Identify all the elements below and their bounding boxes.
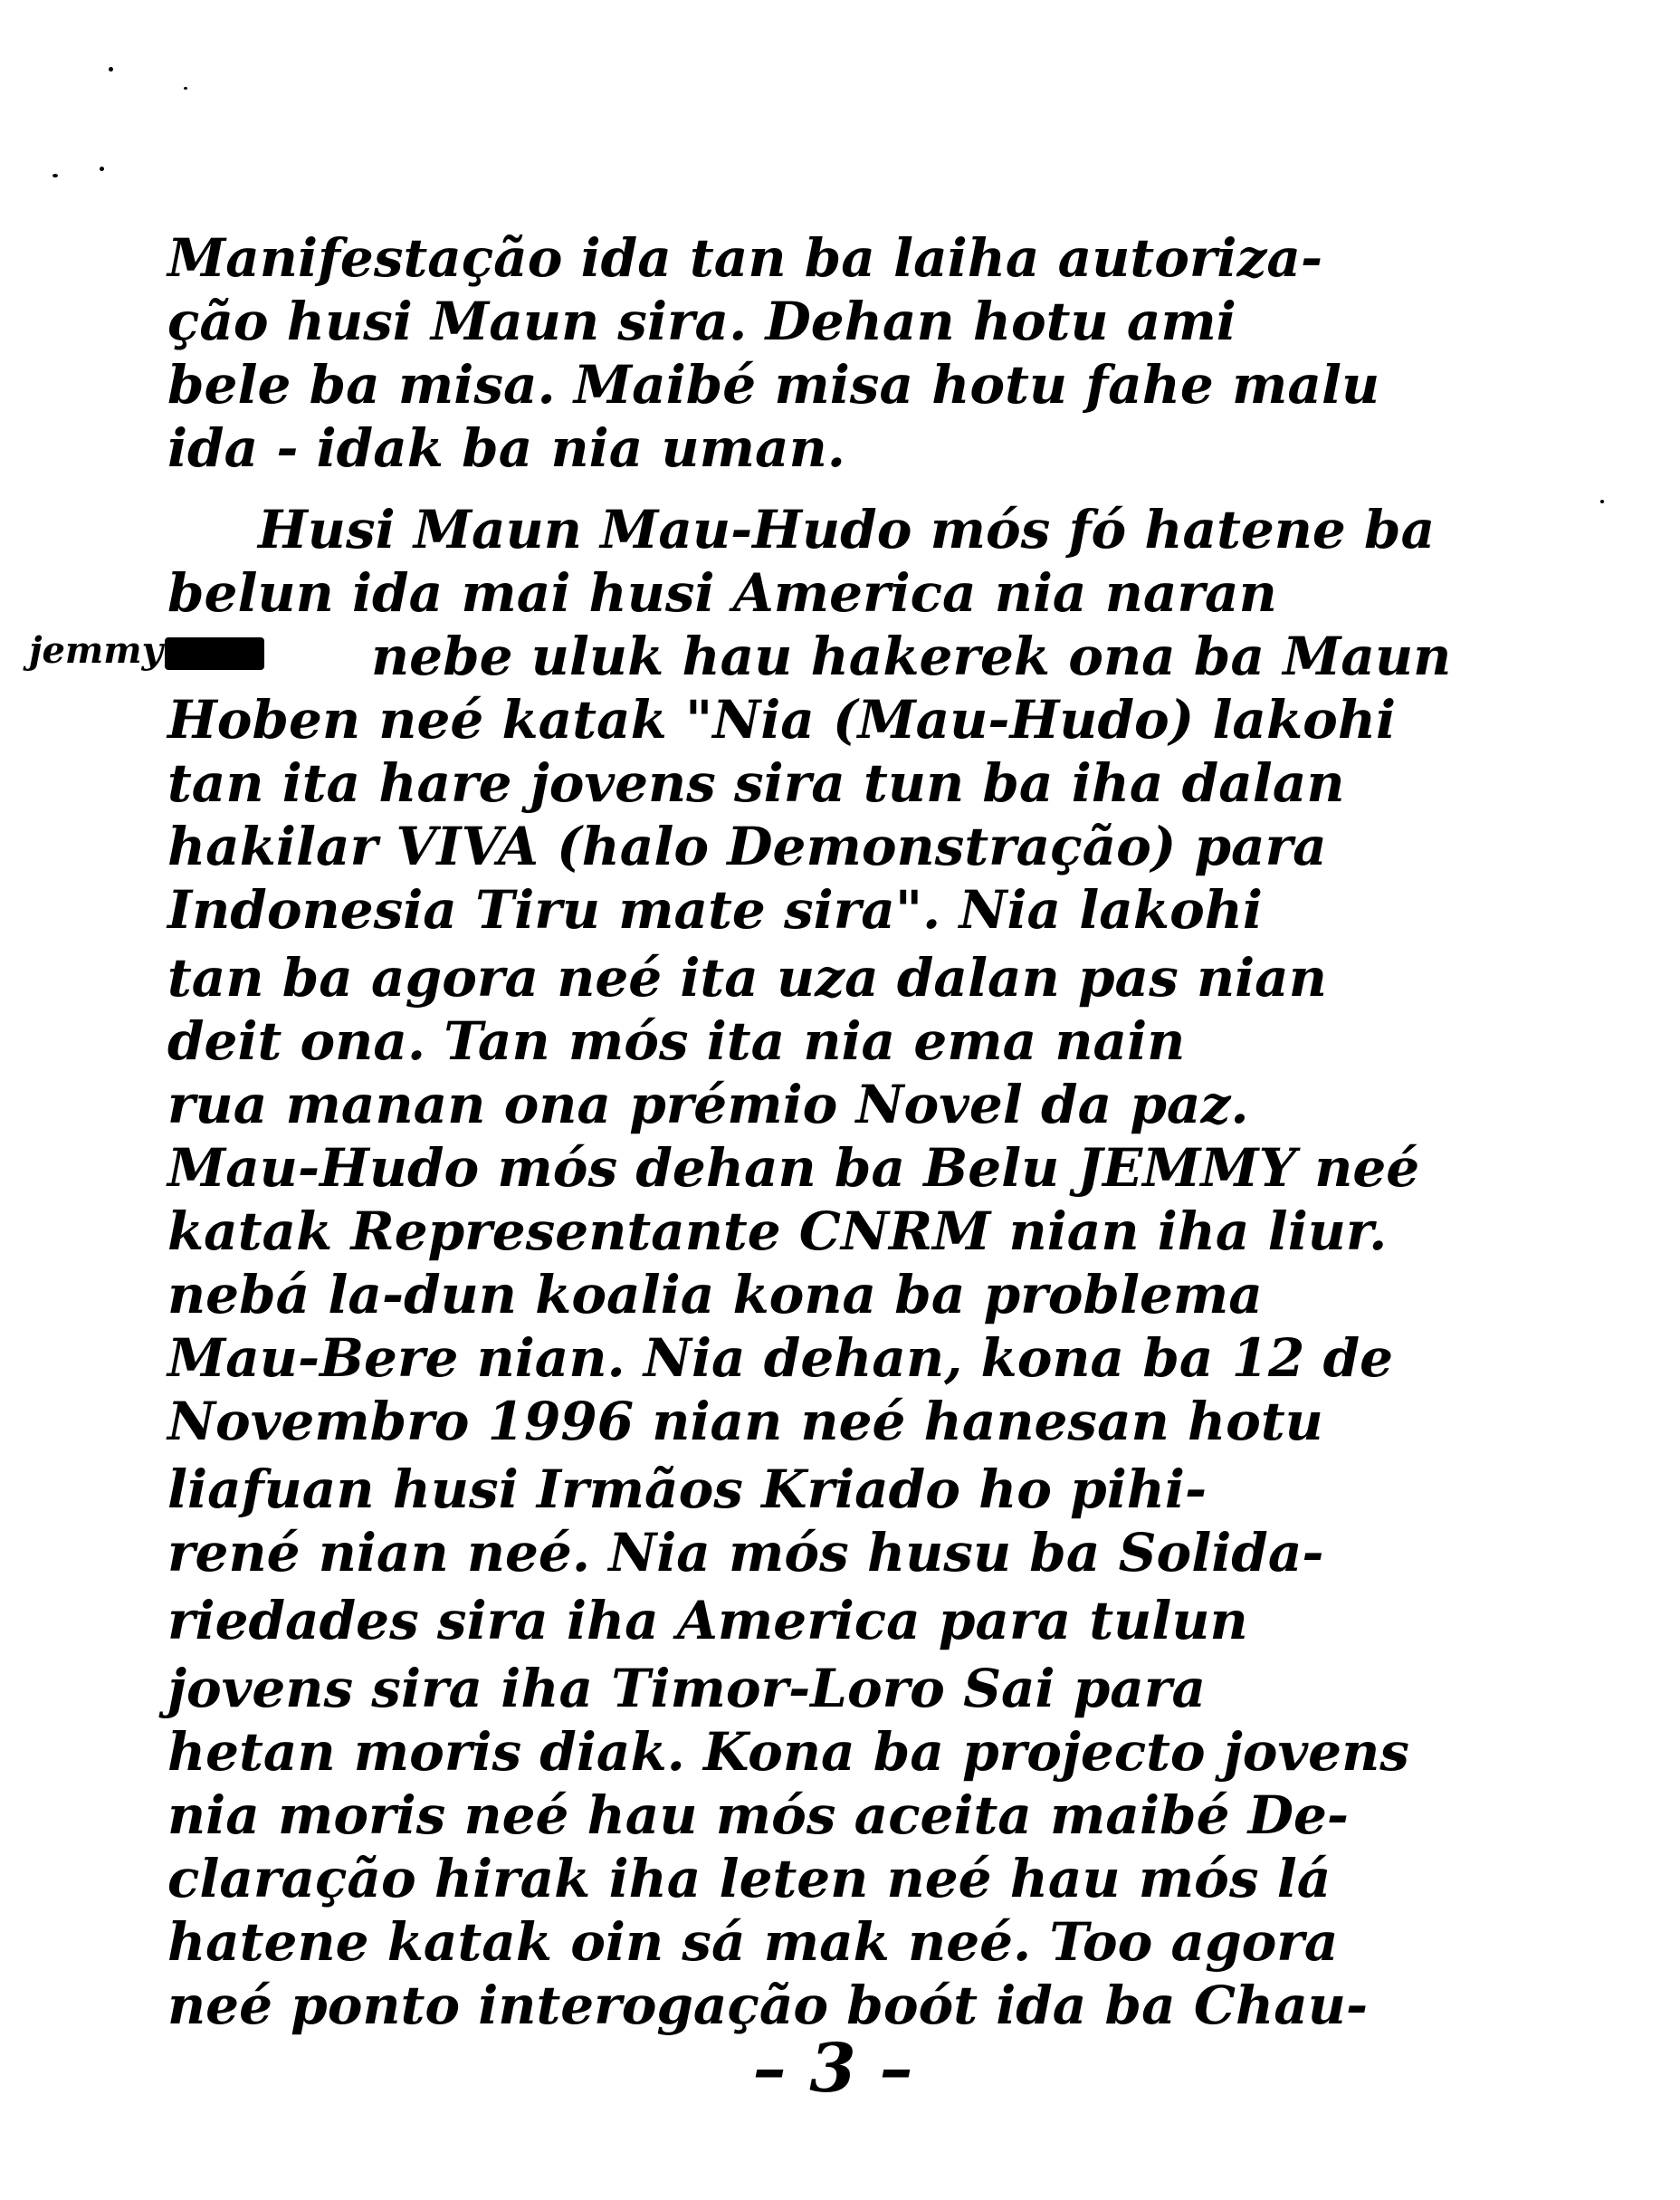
letter-line: tan ita hare jovens sira tun ba iha dalan [167,752,1345,814]
letter-line: hatene katak oin sá mak neé. Too agora [167,1911,1339,1973]
letter-line: Husi Maun Mau-Hudo mós fó hatene ba [258,499,1436,560]
letter-line: Manifestação ida tan ba laiha autoriza- [167,227,1323,289]
letter-line: Hoben neé katak "Nia (Mau-Hudo) lakohi [167,689,1397,751]
crossed-out-scribble [165,637,264,670]
letter-line: hakilar VIVA (halo Demonstração) para [167,816,1327,877]
letter-line: hetan moris diak. Kona ba projecto jovens [167,1721,1409,1783]
letter-line: ção husi Maun sira. Dehan hotu ami [167,291,1236,352]
letter-line: rua manan ona prémio Novel da paz. [167,1074,1249,1135]
letter-line: liafuan husi Irmãos Kriado ho pihi- [167,1459,1208,1520]
letter-line: Mau-Bere nian. Nia dehan, kona ba 12 de [167,1327,1394,1389]
letter-line: claração hirak iha leten neé hau mós lá [167,1848,1332,1909]
letter-line: neé ponto interogação boót ida ba Chau- [167,1975,1369,2036]
letter-line: Indonesia Tiru mate sira". Nia lakohi [167,879,1263,941]
margin-note [29,628,264,674]
letter-line: ida - idak ba nia uman. [167,417,845,479]
letter-line: nebe uluk hau hakerek ona ba Maun [371,626,1452,687]
page-number: – 3 – [752,2030,913,2108]
letter-line: rené nian neé. Nia mós husu ba Solida- [167,1522,1324,1583]
letter-line: deit ona. Tan mós ita nia ema nain [167,1010,1186,1072]
letter-line: bele ba misa. Maibé misa hotu fahe malu [167,354,1380,416]
letter-line: Novembro 1996 nian neé hanesan hotu [167,1391,1323,1452]
letter-line: belun ida mai husi America nia naran [167,562,1277,624]
margin-note-text: jemmy [29,629,163,672]
letter-line: tan ba agora neé ita uza dalan pas nian [167,947,1327,1009]
letter-line: katak Representante CNRM nian iha liur. [167,1200,1388,1262]
letter-line: jovens sira iha Timor-Loro Sai para [167,1658,1207,1719]
letter-line: nia moris neé hau mós aceita maibé De- [167,1784,1349,1846]
letter-line: nebá la-dun koalia kona ba problema [167,1264,1263,1325]
letter-line: Mau-Hudo mós dehan ba Belu JEMMY neé [167,1137,1420,1199]
letter-line: riedades sira iha America para tulun [167,1590,1248,1651]
